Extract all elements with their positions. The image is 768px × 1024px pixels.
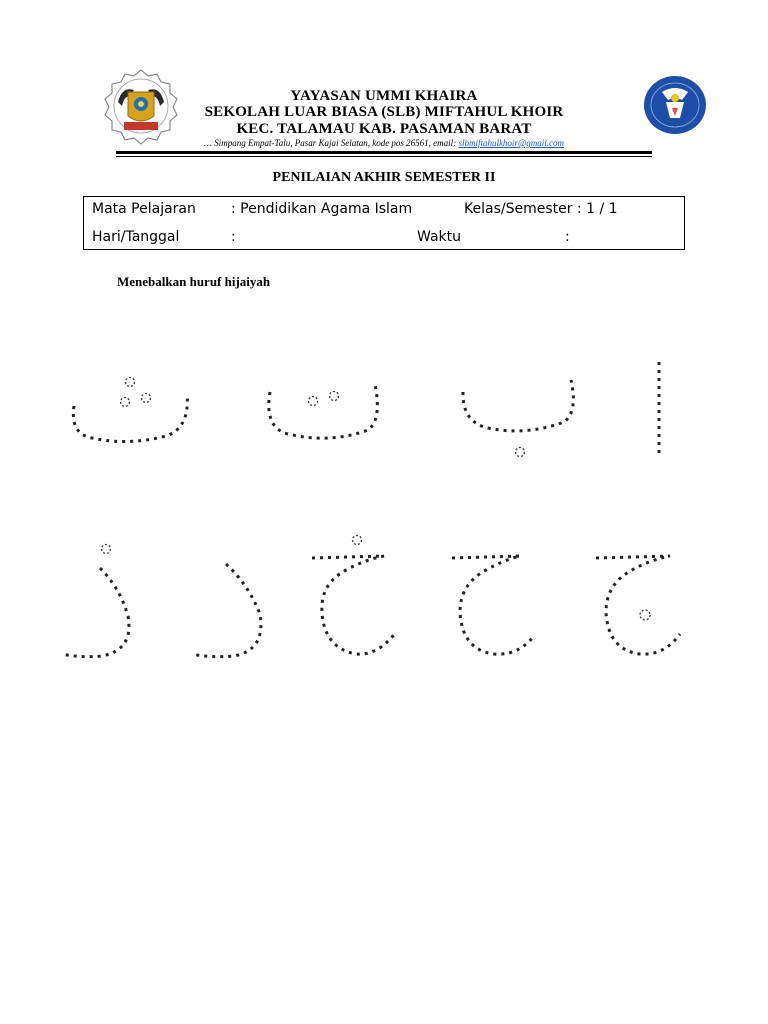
district-name: KEC. TALAMAU KAB. PASAMAN BARAT — [236, 121, 532, 137]
subject-value: : Pendidikan Agama Islam — [231, 201, 413, 217]
date-label: Hari/Tanggal — [92, 229, 180, 245]
foundation-name: YAYASAN UMMI KHAIRA — [290, 88, 478, 104]
email-link[interactable]: slbmiftahulkhoir@gmail.com — [458, 138, 564, 148]
address-text: … Simpang Empat-Talu, Pasar Kajai Selatan, kode pos 26561, email: — [204, 138, 457, 148]
info-box — [83, 196, 685, 250]
header-divider-thin — [116, 156, 652, 157]
class-semester-label: Kelas/Semester : 1 / 1 — [464, 201, 618, 217]
trace-letter-kho[interactable] — [304, 528, 404, 663]
trace-letter-dzal[interactable] — [56, 540, 146, 665]
header-divider-thick — [116, 151, 652, 154]
trace-letter-ha[interactable] — [446, 548, 546, 663]
time-label: Waktu — [417, 229, 461, 245]
trace-letter-alif[interactable] — [648, 358, 672, 458]
time-value[interactable]: : — [565, 229, 570, 245]
trace-letter-dal[interactable] — [186, 558, 276, 663]
date-value[interactable]: : — [231, 229, 236, 245]
instruction-text: Menebalkan huruf hijaiyah — [117, 274, 271, 289]
school-name: SEKOLAH LUAR BIASA (SLB) MIFTAHUL KHOIR — [204, 104, 564, 120]
trace-letter-ta[interactable] — [258, 380, 388, 450]
trace-letter-ba[interactable] — [454, 376, 584, 466]
exam-title: PENILAIAN AKHIR SEMESTER II — [272, 170, 496, 185]
school-address — [0, 138, 768, 148]
trace-letter-tsa[interactable] — [62, 372, 202, 452]
subject-label: Mata Pelajaran — [92, 201, 196, 217]
trace-letter-jim[interactable] — [592, 548, 692, 663]
